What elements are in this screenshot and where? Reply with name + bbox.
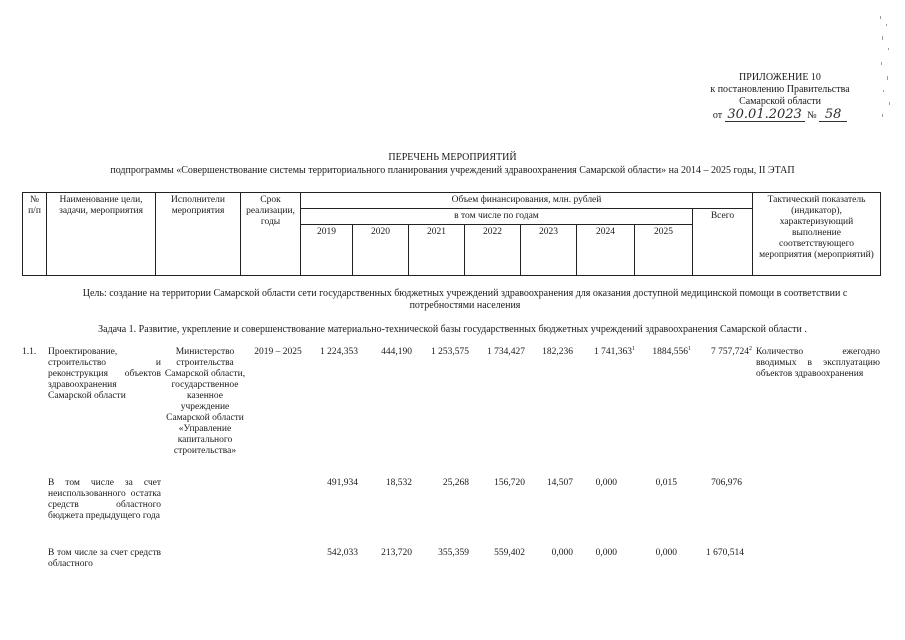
document-subheading: подпрограммы «Совершенствование системы территориального планирования учреждений здравоохранения Самарской области» на 2014 – 2025 годы, II ЭТАП <box>110 165 795 176</box>
header-term: Срок реализации, годы <box>241 193 301 276</box>
header-year-2019: 2019 <box>301 225 353 276</box>
header-year-2025: 2025 <box>635 225 693 276</box>
header-funding: Объем финансирования, млн. рублей <box>301 193 753 209</box>
header-executors: Исполнители мероприятия <box>156 193 241 276</box>
row-value-2024: 1 741,363$^1$ <box>594 345 635 357</box>
subrow2-value-total: 1 670,514 <box>706 548 744 558</box>
row-value-2019: 1 224,353 <box>320 347 358 357</box>
handwritten-date: 30.01.2023 <box>725 109 805 122</box>
row-value-total: 7 757,724$^2$ <box>711 345 752 357</box>
subrow-value-2020: 18,532 <box>385 478 412 488</box>
header-by-years: в том числе по годам <box>301 209 693 225</box>
header-year-2024: 2024 <box>577 225 635 276</box>
subrow2-value-2025: 0,000 <box>655 548 677 558</box>
appendix-date-line: от 30.01.2023 № 58 <box>680 109 880 122</box>
row-value-2025: 1884,556$^1$ <box>652 345 691 357</box>
task-text: Задача 1. Развитие, укрепление и совершенствование материально-технической базы государственных бюджетных учреждений здравоохранения Самарской области . <box>98 324 807 335</box>
subrow2-value-2023: 0,000 <box>551 548 573 558</box>
header-table <box>22 192 881 276</box>
header-year-2020: 2020 <box>353 225 409 276</box>
appendix-line2: к постановлению Правительства <box>710 84 850 95</box>
document-heading: ПЕРЕЧЕНЬ МЕРОПРИЯТИЙ <box>388 152 517 163</box>
row-num: 1.1. <box>22 347 37 357</box>
subrow-value-2019: 491,934 <box>327 478 358 488</box>
row-term: 2019 – 2025 <box>254 347 302 357</box>
subrow2-value-2019: 542,033 <box>327 548 358 558</box>
row-executor: Министерство строительства Самарской области, государственное казенное учреждение Самарской области «Управление капитального строительства» <box>164 347 246 456</box>
header-total: Всего <box>693 209 753 276</box>
header-num: № п/п <box>23 193 47 276</box>
appendix-block <box>680 72 880 122</box>
appendix-title: ПРИЛОЖЕНИЕ 10 <box>739 72 821 83</box>
subrow-value-2025: 0,015 <box>655 478 677 488</box>
row-value-2020: 444,190 <box>381 347 412 357</box>
row-value-2021: 1 253,575 <box>431 347 469 357</box>
subrow-value-2022: 156,720 <box>494 478 525 488</box>
header-name: Наименование цели, задачи, мероприятия <box>47 193 156 276</box>
row-indicator: Количество ежегодно вводимых в эксплуатацию объектов здравоохранения <box>756 347 880 379</box>
subrow-value-total: 706,976 <box>711 478 742 488</box>
header-year-2023: 2023 <box>521 225 577 276</box>
subrow2-value-2021: 355,359 <box>438 548 469 558</box>
row-name: Проектирование, строительство и реконструкция объектов здравоохранения Самарской области <box>48 347 161 401</box>
subrow-name: В том числе за счет неиспользованного остатка средств областного бюджета предыдущего года <box>48 478 161 521</box>
header-year-2021: 2021 <box>409 225 465 276</box>
handwritten-number: 58 <box>819 109 847 122</box>
subrow2-value-2024: 0,000 <box>595 548 617 558</box>
subrow-value-2021: 25,268 <box>442 478 469 488</box>
subrow-value-2023: 14,507 <box>546 478 573 488</box>
row-value-2022: 1 734,427 <box>487 347 525 357</box>
appendix-line3: Самарской области <box>739 96 821 107</box>
header-indicator: Тактический показатель (индикатор), характеризующий выполнение соответствующего мероприятия (мероприятий) <box>753 193 881 276</box>
row-value-2023: 182,236 <box>542 347 573 357</box>
goal-text: Цель: создание на территории Самарской области сети государственных бюджетных учреждений здравоохранения для оказания доступной медицинской помощи в соответствии с потребностями населения <box>82 288 848 311</box>
header-year-2022: 2022 <box>465 225 521 276</box>
subrow2-value-2022: 559,402 <box>494 548 525 558</box>
subrow2-value-2020: 213,720 <box>381 548 412 558</box>
subrow2-name: В том числе за счет средств областного <box>48 548 161 569</box>
subrow-value-2024: 0,000 <box>595 478 617 488</box>
